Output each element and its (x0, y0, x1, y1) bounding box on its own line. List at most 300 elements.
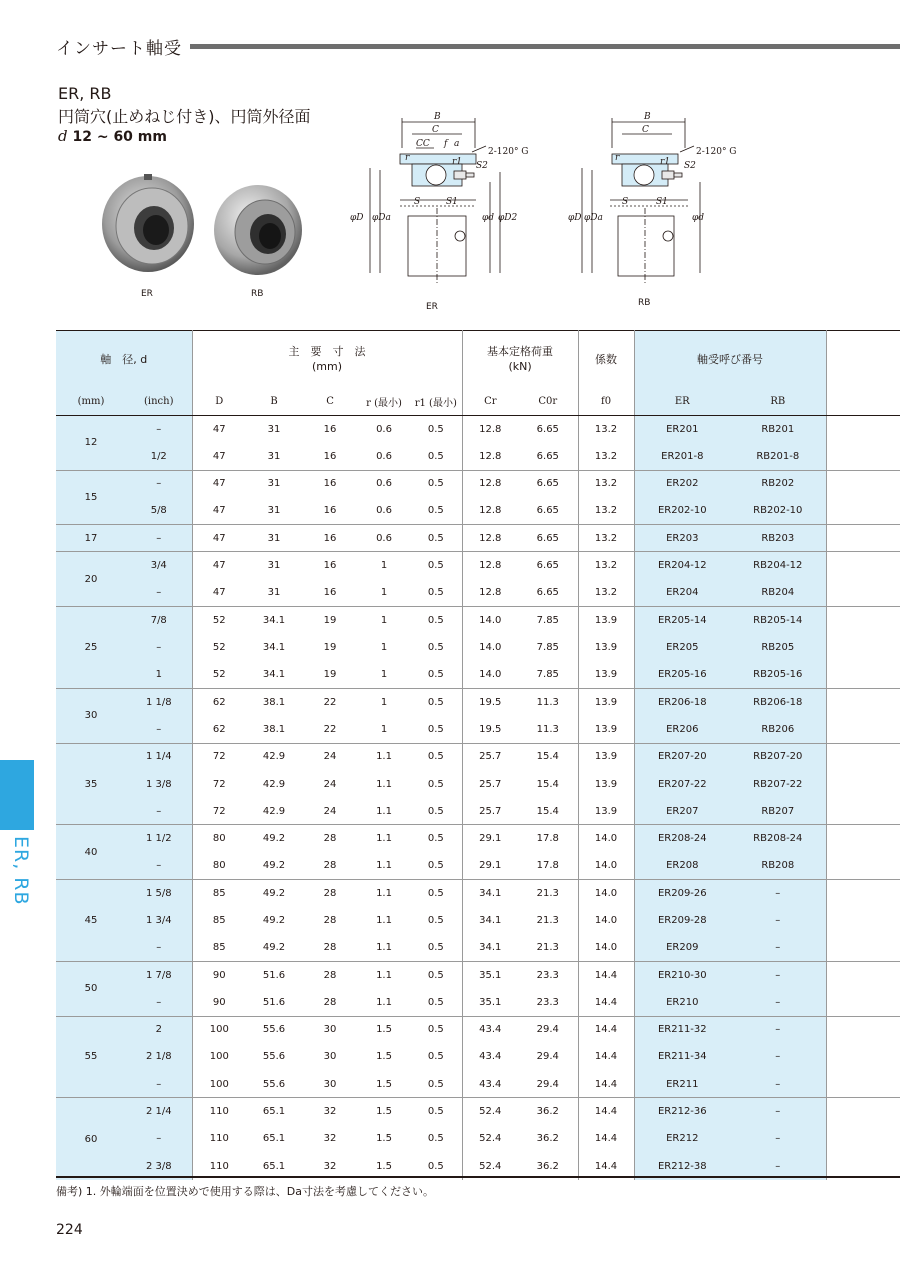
rb-number: – (730, 1071, 826, 1098)
dim-r: 1.5 (376, 1160, 392, 1172)
load-cr: 35.1 (479, 996, 502, 1008)
rb-number: RB207-20 (730, 743, 826, 770)
rb-bearing-photo (210, 182, 310, 282)
factor-f0: 13.9 (578, 607, 634, 634)
shaft-mm: 50 (56, 961, 126, 1016)
spec-table-body (56, 416, 900, 1180)
load-cr: 25.7 (479, 805, 502, 817)
dim-d: 47 (212, 450, 226, 462)
dim-d: 47 (192, 416, 246, 443)
dim-r1: 0.5 (410, 825, 462, 852)
load-c0r: 23.3 (518, 989, 578, 1016)
dim-r1: 0.5 (410, 552, 462, 579)
table-row (56, 1125, 900, 1152)
sub-rb: RB (730, 387, 826, 416)
load-c0r: 29.4 (518, 1043, 578, 1070)
dim-d: 85 (212, 942, 226, 954)
er-number: ER208-24 (634, 825, 730, 852)
shaft-inch: – (126, 934, 192, 961)
drawing-label-s1: S1 (446, 197, 458, 207)
load-c0r: 15.4 (518, 798, 578, 825)
side-index-tab (0, 760, 34, 830)
dim-d: 100 (192, 1016, 246, 1043)
table-row (56, 688, 900, 715)
sub-f0: f0 (578, 387, 634, 416)
sub-d-outer: D (192, 387, 246, 416)
load-c0r: 36.2 (518, 1125, 578, 1152)
table-row (56, 552, 900, 579)
load-cr: 52.4 (462, 1098, 518, 1125)
table-row (56, 416, 900, 443)
factor-f0: 13.9 (578, 716, 634, 743)
rb-number: RB207-22 (730, 770, 826, 797)
factor-f0: 14.0 (578, 907, 634, 934)
dim-r1: 0.5 (410, 443, 462, 470)
er-number: ER209-26 (634, 880, 730, 907)
series-subtitle: 円筒穴(止めねじ付き)、円筒外径面 (58, 107, 311, 126)
rb-number: RB203 (730, 525, 826, 552)
table-row (56, 825, 900, 852)
load-cr: 43.4 (479, 1078, 502, 1090)
sub-blank (826, 387, 900, 416)
drawing-label-angle: 2-120° G (488, 147, 529, 157)
shaft-mm: 17 (56, 525, 126, 552)
sub-r1: r1 (最小) (410, 387, 462, 416)
shaft-inch: – (126, 634, 192, 661)
shaft-mm: 30 (56, 688, 126, 743)
dim-c: 30 (302, 1016, 358, 1043)
load-cr: 34.1 (462, 880, 518, 907)
load-cr: 35.1 (462, 961, 518, 988)
dim-r: 1 (380, 669, 388, 681)
shaft-inch: 5/8 (126, 497, 192, 524)
blank-cell (826, 934, 900, 961)
shaft-inch: 3/4 (126, 552, 192, 579)
dim-b: 65.1 (246, 1098, 302, 1125)
head-main-dims-unit: (mm) (312, 360, 343, 373)
shaft-inch: 1 1/4 (126, 743, 192, 770)
dim-r1: 0.5 (410, 688, 462, 715)
shaft-mm: 12 (56, 416, 126, 471)
blank-cell (826, 1098, 900, 1125)
dim-d: 110 (192, 1098, 246, 1125)
blank-cell (826, 743, 900, 770)
dim-r: 1 (358, 607, 410, 634)
dim-c: 24 (323, 778, 337, 790)
rb-number: RB201 (730, 416, 826, 443)
dim-d: 47 (192, 470, 246, 497)
table-row (56, 497, 900, 524)
dim-b: 31 (246, 552, 302, 579)
dim-b: 31 (267, 450, 281, 462)
dim-r: 1.1 (376, 778, 392, 790)
drawing-label-cc: CC (416, 139, 430, 149)
dim-c: 32 (302, 1098, 358, 1125)
dim-r1: 0.5 (410, 607, 462, 634)
load-c0r: 6.65 (518, 525, 578, 552)
dim-d: 52 (192, 607, 246, 634)
rb-drawing-label-r1: r1 (660, 157, 671, 167)
dim-r1: 0.5 (410, 470, 462, 497)
dim-c: 16 (302, 525, 358, 552)
shaft-inch: – (126, 416, 192, 443)
dim-r1: 0.5 (410, 907, 462, 934)
dim-d: 80 (212, 860, 226, 872)
dim-b: 31 (246, 416, 302, 443)
table-row (56, 961, 900, 988)
dim-c: 28 (323, 996, 337, 1008)
dim-c: 28 (302, 825, 358, 852)
blank-cell (826, 961, 900, 988)
dim-b: 31 (267, 587, 281, 599)
dim-c: 19 (302, 607, 358, 634)
factor-f0: 13.9 (578, 661, 634, 688)
load-c0r: 6.65 (518, 579, 578, 606)
load-cr: 12.8 (479, 450, 502, 462)
table-row (56, 743, 900, 770)
dim-b: 49.2 (246, 880, 302, 907)
factor-f0: 14.4 (578, 961, 634, 988)
er-bearing-photo (100, 172, 200, 282)
shaft-inch: – (126, 989, 192, 1016)
load-c0r: 17.8 (518, 852, 578, 879)
blank-cell (826, 880, 900, 907)
drawing-label-phid: φd (482, 213, 495, 223)
shaft-inch: 1 1/8 (126, 688, 192, 715)
drawing-label-a: a (454, 139, 460, 149)
rb-number: RB206-18 (730, 688, 826, 715)
dim-b: 42.9 (262, 805, 286, 817)
blank-cell (826, 1016, 900, 1043)
er-number: ER205-16 (634, 661, 730, 688)
load-cr: 14.0 (479, 642, 502, 654)
er-section-drawing (350, 108, 550, 288)
dim-c: 24 (302, 743, 358, 770)
load-cr: 14.0 (462, 607, 518, 634)
dim-d: 90 (192, 961, 246, 988)
dim-b: 55.6 (246, 1016, 302, 1043)
dim-r1: 0.5 (410, 497, 462, 524)
er-number: ER211-34 (634, 1043, 730, 1070)
blank-cell (826, 416, 900, 443)
table-row (56, 579, 900, 606)
er-number: ER211 (634, 1071, 730, 1098)
load-cr: 12.8 (462, 416, 518, 443)
load-cr: 19.5 (462, 688, 518, 715)
table-row (56, 1071, 900, 1098)
dim-d: 100 (209, 1051, 229, 1063)
drawing-label-f: f (444, 139, 448, 149)
dim-b: 49.2 (262, 942, 286, 954)
dim-b: 49.2 (262, 914, 286, 926)
factor-f0: 14.0 (578, 934, 634, 961)
dim-b: 34.1 (246, 607, 302, 634)
table-row (56, 1098, 900, 1125)
dim-d: 90 (212, 996, 226, 1008)
factor-f0: 13.9 (578, 798, 634, 825)
shaft-inch: – (126, 852, 192, 879)
er-number: ER210-30 (634, 961, 730, 988)
dim-d: 80 (192, 825, 246, 852)
dim-r: 1.1 (376, 805, 392, 817)
dim-d: 72 (212, 778, 226, 790)
sub-cr: Cr (462, 387, 518, 416)
rb-drawing-label-r: r (615, 153, 620, 163)
rb-drawing-label-s: S (622, 197, 629, 207)
rb-number: – (730, 1043, 826, 1070)
blank-cell (826, 688, 900, 715)
shaft-mm: 55 (56, 1016, 126, 1098)
footnote: 備考) 1. 外輪端面を位置決めで使用する際は、Da寸法を考慮してください。 (56, 1185, 434, 1198)
dim-d: 85 (192, 880, 246, 907)
dim-c: 16 (302, 416, 358, 443)
factor-f0: 13.9 (578, 688, 634, 715)
dim-c: 16 (323, 450, 337, 462)
er-number: ER204-12 (634, 552, 730, 579)
drawing-label-r1: r1 (452, 157, 463, 167)
shaft-inch: – (126, 716, 192, 743)
factor-f0: 14.0 (578, 852, 634, 879)
blank-cell (826, 798, 900, 825)
head-main-dims-label: 主 要 寸 法 (288, 345, 366, 358)
dim-d: 110 (209, 1160, 229, 1172)
dim-r1: 0.5 (410, 661, 462, 688)
dim-d: 110 (209, 1133, 229, 1145)
blank-cell (826, 770, 900, 797)
rb-drawing-label-angle: 2-120° G (696, 147, 737, 157)
shaft-inch: 1 3/8 (126, 770, 192, 797)
blank-cell (826, 634, 900, 661)
dim-r: 1.1 (358, 743, 410, 770)
load-c0r: 6.65 (518, 443, 578, 470)
dim-d: 47 (192, 552, 246, 579)
load-c0r: 11.3 (518, 688, 578, 715)
rb-number: RB204-12 (730, 552, 826, 579)
sub-inch: (inch) (126, 387, 192, 416)
er-photo-caption: ER (141, 289, 153, 299)
bore-range-symbol: d (58, 127, 68, 145)
shaft-mm: 25 (56, 607, 126, 689)
load-c0r: 29.4 (518, 1016, 578, 1043)
er-number: ER201-8 (634, 443, 730, 470)
dim-d: 52 (212, 642, 226, 654)
dim-d: 62 (212, 723, 226, 735)
er-number: ER202-10 (634, 497, 730, 524)
dim-b: 38.1 (246, 688, 302, 715)
dim-b: 65.1 (262, 1160, 286, 1172)
er-number: ER207-22 (634, 770, 730, 797)
er-number: ER207-20 (634, 743, 730, 770)
factor-f0: 13.2 (578, 552, 634, 579)
load-c0r: 7.85 (518, 634, 578, 661)
table-row (56, 1016, 900, 1043)
blank-cell (826, 497, 900, 524)
load-c0r: 6.65 (518, 470, 578, 497)
bore-range-text: 12 ~ 60 mm (72, 129, 167, 145)
table-row (56, 880, 900, 907)
blank-cell (826, 989, 900, 1016)
dim-b: 55.6 (262, 1051, 286, 1063)
spec-table (56, 330, 900, 1180)
dim-b: 55.6 (262, 1078, 286, 1090)
er-number: ER206 (634, 716, 730, 743)
rb-number: – (730, 1125, 826, 1152)
er-number: ER208 (634, 852, 730, 879)
shaft-mm: 40 (56, 825, 126, 880)
load-cr: 52.4 (479, 1160, 502, 1172)
table-row (56, 607, 900, 634)
dim-b: 38.1 (262, 723, 286, 735)
er-number: ER209 (634, 934, 730, 961)
factor-f0: 13.2 (578, 497, 634, 524)
load-c0r: 6.65 (518, 416, 578, 443)
dim-r: 1.1 (376, 860, 392, 872)
table-row (56, 634, 900, 661)
blank-cell (826, 1071, 900, 1098)
table-row (56, 525, 900, 552)
load-c0r: 21.3 (518, 880, 578, 907)
table-row (56, 716, 900, 743)
load-cr: 14.0 (479, 669, 502, 681)
drawing-label-phid-big: φD (350, 213, 364, 223)
blank-cell (826, 470, 900, 497)
factor-f0: 14.4 (578, 1098, 634, 1125)
load-c0r: 29.4 (518, 1071, 578, 1098)
sub-mm: (mm) (56, 387, 126, 416)
shaft-mm: 60 (56, 1098, 126, 1180)
load-cr: 19.5 (479, 723, 502, 735)
factor-f0: 13.9 (578, 634, 634, 661)
load-cr: 29.1 (462, 825, 518, 852)
er-number: ER207 (634, 798, 730, 825)
dim-b: 51.6 (262, 996, 286, 1008)
dim-c: 28 (323, 942, 337, 954)
dim-d: 85 (212, 914, 226, 926)
rb-number: RB205-16 (730, 661, 826, 688)
page-number: 224 (56, 1222, 83, 1238)
dim-b: 34.1 (262, 642, 286, 654)
er-number: ER212-36 (634, 1098, 730, 1125)
dim-c: 28 (323, 860, 337, 872)
dim-c: 28 (302, 961, 358, 988)
dim-c: 16 (323, 587, 337, 599)
table-row (56, 443, 900, 470)
dim-b: 65.1 (262, 1133, 286, 1145)
dim-r1: 0.5 (410, 1153, 462, 1180)
rb-drawing-label-phid: φd (692, 213, 705, 223)
sub-b: B (246, 387, 302, 416)
table-bottom-rule (56, 1176, 900, 1178)
load-c0r: 7.85 (518, 661, 578, 688)
shaft-inch: 2 3/8 (126, 1153, 192, 1180)
shaft-inch: 2 1/4 (126, 1098, 192, 1125)
factor-f0: 13.2 (578, 416, 634, 443)
dim-b: 42.9 (262, 778, 286, 790)
dim-d: 62 (192, 688, 246, 715)
load-cr: 12.8 (462, 470, 518, 497)
head-main-dims (192, 331, 462, 388)
head-blank (826, 331, 900, 388)
factor-f0: 13.9 (578, 770, 634, 797)
dim-d: 47 (212, 587, 226, 599)
factor-f0: 13.2 (578, 579, 634, 606)
blank-cell (826, 907, 900, 934)
shaft-inch: 1 1/2 (126, 825, 192, 852)
dim-r1: 0.5 (410, 798, 462, 825)
dim-c: 30 (323, 1078, 337, 1090)
rb-number: RB208-24 (730, 825, 826, 852)
sub-c: C (302, 387, 358, 416)
er-number: ER210 (634, 989, 730, 1016)
blank-cell (826, 552, 900, 579)
table-row (56, 989, 900, 1016)
load-cr: 12.8 (479, 587, 502, 599)
dim-c: 16 (302, 552, 358, 579)
load-c0r: 6.65 (518, 552, 578, 579)
load-cr: 52.4 (479, 1133, 502, 1145)
dim-r1: 0.5 (410, 880, 462, 907)
load-cr: 43.4 (462, 1016, 518, 1043)
dim-r: 1 (380, 642, 388, 654)
dim-r1: 0.5 (410, 743, 462, 770)
shaft-inch: 1 3/4 (126, 907, 192, 934)
load-c0r: 15.4 (518, 743, 578, 770)
dim-c: 16 (302, 470, 358, 497)
dim-c: 22 (323, 723, 337, 735)
rb-number: – (730, 1153, 826, 1180)
factor-f0: 13.2 (578, 470, 634, 497)
factor-f0: 14.4 (578, 1071, 634, 1098)
rb-photo-caption: RB (251, 289, 264, 299)
rb-number: – (730, 961, 826, 988)
dim-c: 24 (323, 805, 337, 817)
dim-b: 42.9 (246, 743, 302, 770)
er-number: ER202 (634, 470, 730, 497)
shaft-inch: – (126, 579, 192, 606)
dim-r: 1.1 (376, 942, 392, 954)
er-drawing-caption: ER (426, 302, 438, 312)
dim-r1: 0.5 (410, 525, 462, 552)
dim-r: 1.5 (376, 1133, 392, 1145)
load-c0r: 21.3 (518, 934, 578, 961)
dim-r: 1.1 (358, 961, 410, 988)
rb-number: – (730, 880, 826, 907)
blank-cell (826, 525, 900, 552)
rb-drawing-label-s1: S1 (656, 197, 668, 207)
dim-b: 49.2 (262, 860, 286, 872)
blank-cell (826, 852, 900, 879)
shaft-mm: 20 (56, 552, 126, 607)
dim-r1: 0.5 (410, 1043, 462, 1070)
rb-number: RB202 (730, 470, 826, 497)
dim-r: 1.5 (376, 1078, 392, 1090)
dim-r1: 0.5 (410, 1071, 462, 1098)
dim-r: 1.5 (376, 1051, 392, 1063)
rb-number: RB201-8 (730, 443, 826, 470)
dim-c: 22 (302, 688, 358, 715)
load-c0r: 15.4 (518, 770, 578, 797)
rb-number: – (730, 1016, 826, 1043)
dim-c: 32 (323, 1133, 337, 1145)
dim-r: 0.6 (376, 505, 392, 517)
shaft-mm: 15 (56, 470, 126, 525)
blank-cell (826, 1125, 900, 1152)
er-number: ER204 (634, 579, 730, 606)
dim-r1: 0.5 (410, 934, 462, 961)
er-number: ER201 (634, 416, 730, 443)
dim-d: 72 (192, 743, 246, 770)
shaft-inch: 2 1/8 (126, 1043, 192, 1070)
